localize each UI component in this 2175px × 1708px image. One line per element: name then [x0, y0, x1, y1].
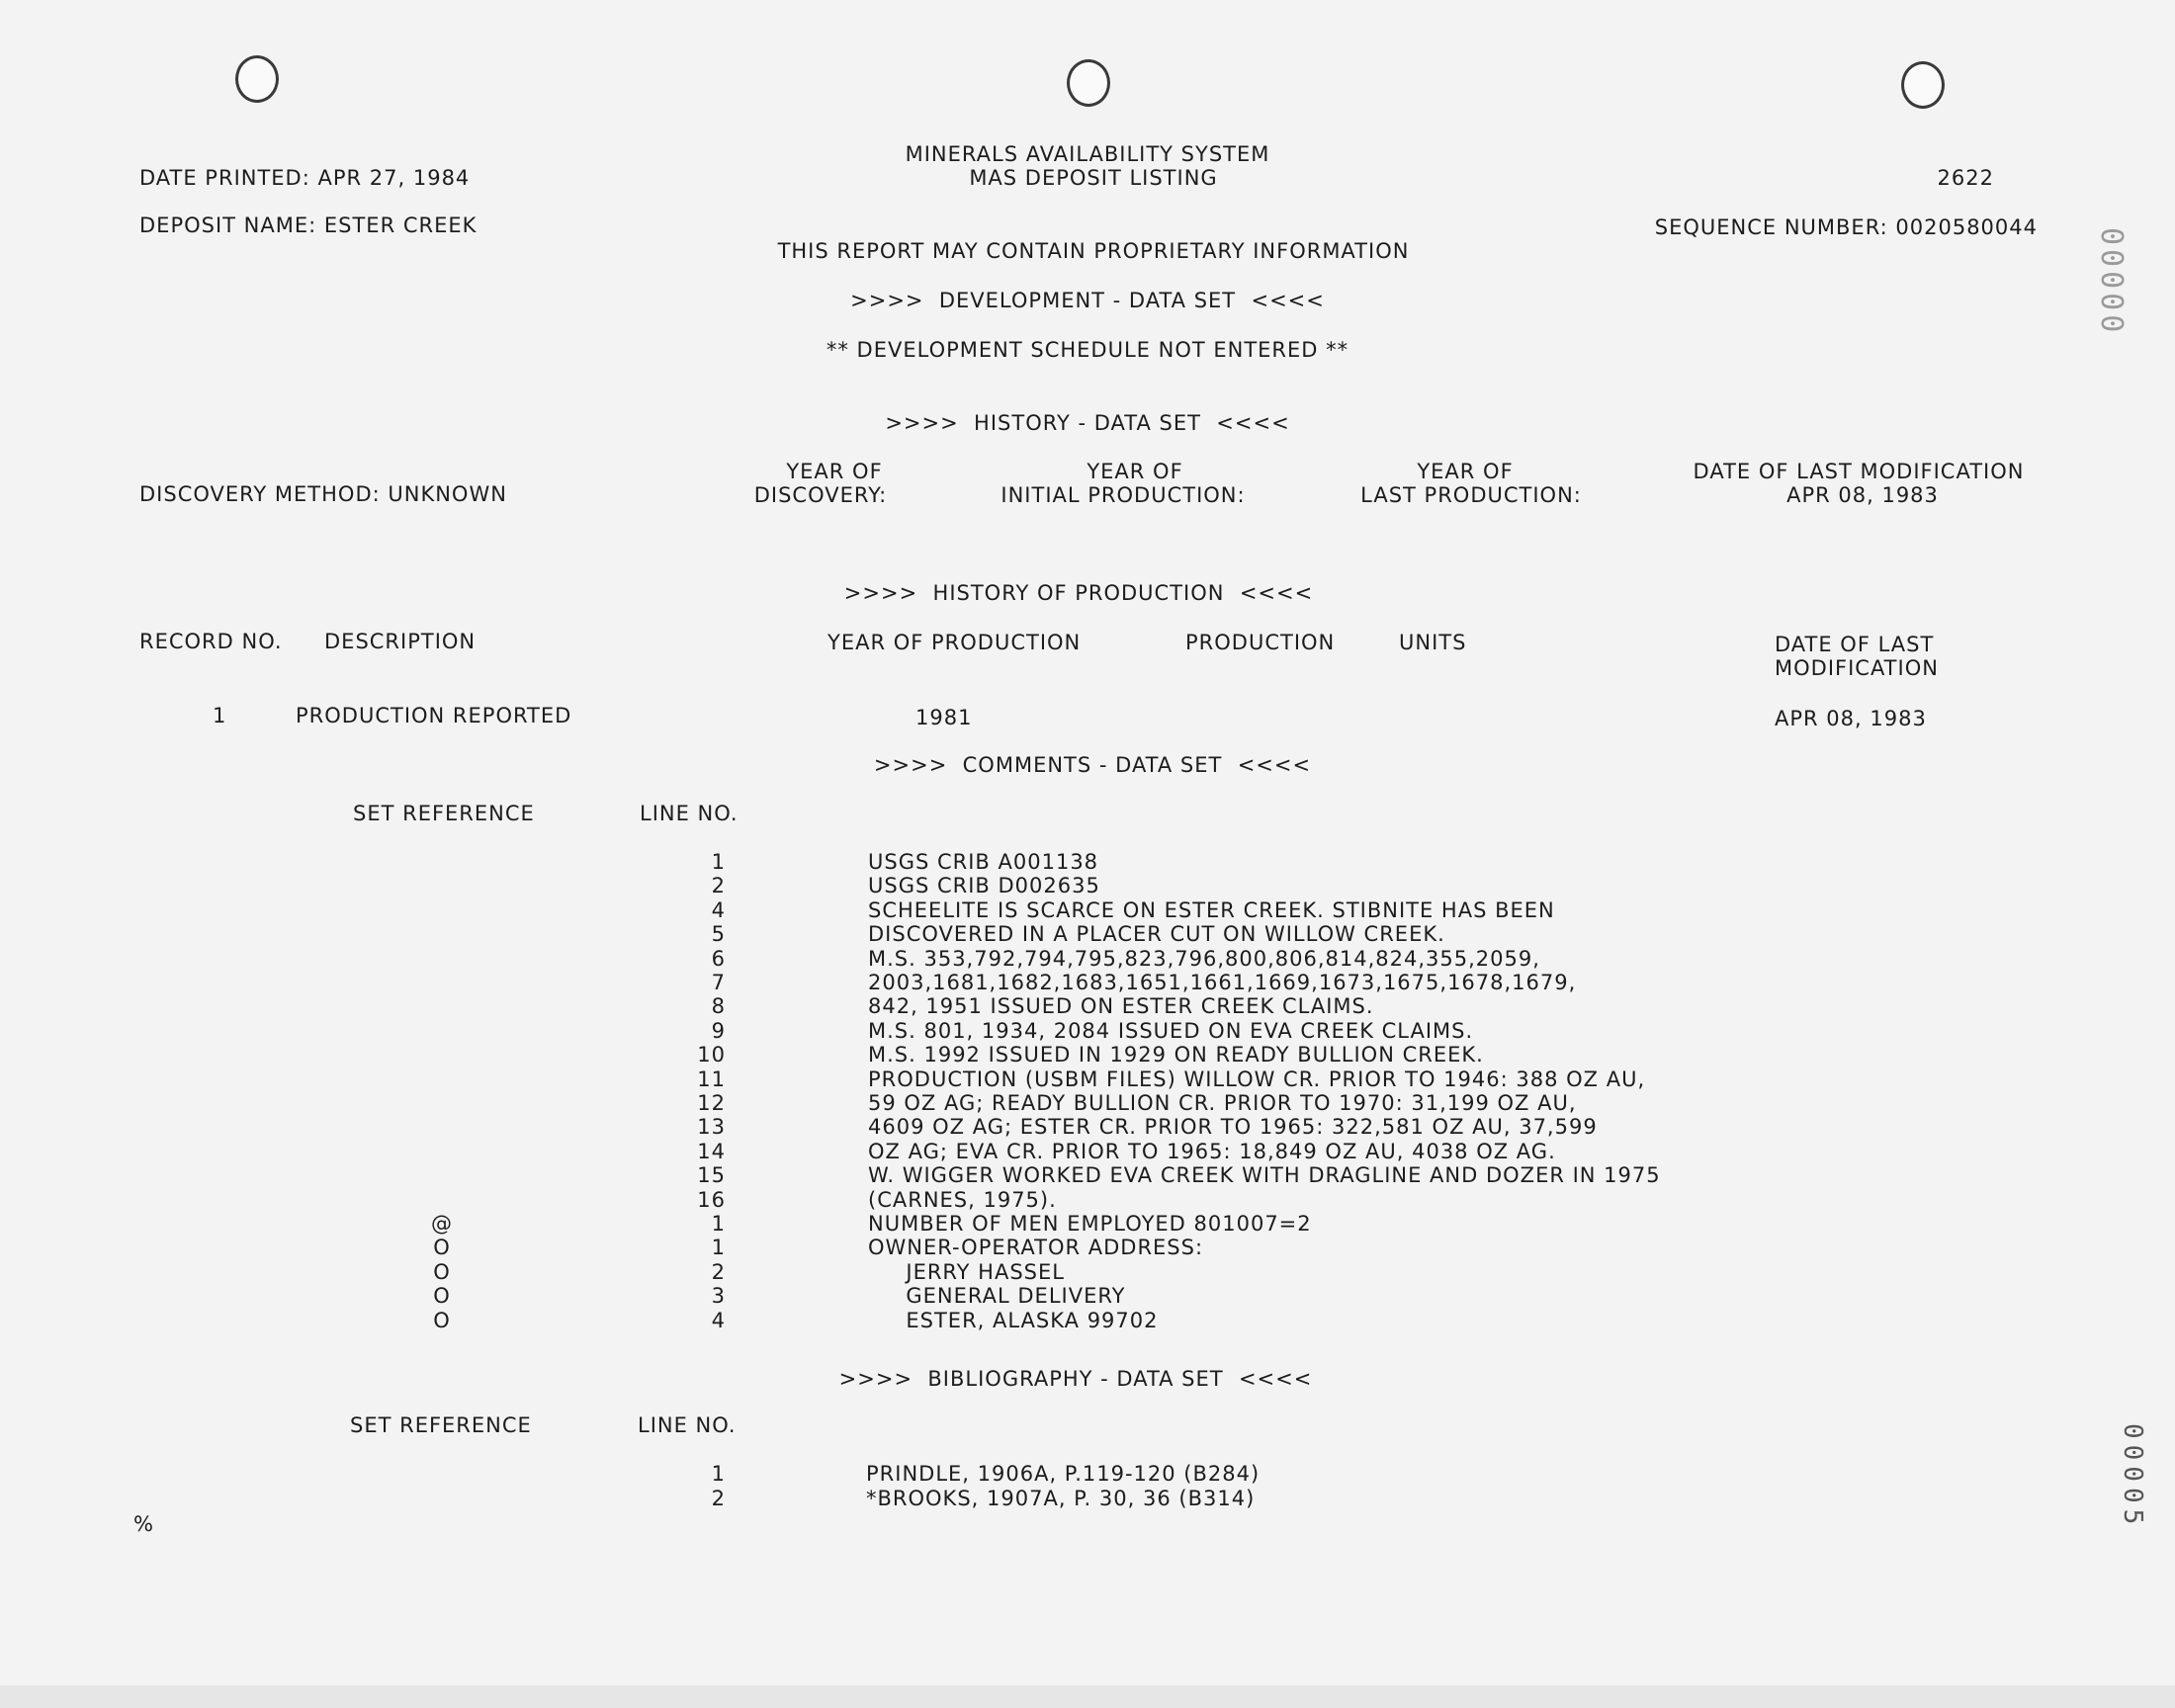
- comment-line-no: 15: [697, 1163, 726, 1187]
- comment-line-no: 4: [711, 1309, 726, 1332]
- discovery-method: DISCOVERY METHOD: UNKNOWN: [139, 482, 507, 506]
- comment-line-no: 9: [711, 1019, 726, 1043]
- comment-line-no: 10: [697, 1043, 726, 1067]
- bibliography-line-no: 2: [711, 1487, 726, 1510]
- comment-text: USGS CRIB A001138: [868, 850, 1099, 874]
- comment-line-no: 8: [711, 994, 726, 1018]
- comment-set-reference: O: [433, 1309, 451, 1332]
- date-printed: DATE PRINTED: APR 27, 1984: [139, 166, 471, 190]
- comment-text: 2003,1681,1682,1683,1651,1661,1669,1673,1675,1678,1679,: [868, 971, 1577, 994]
- production-year: 1981: [915, 706, 973, 729]
- comment-text: M.S. 1992 ISSUED IN 1929 ON READY BULLION CREEK.: [868, 1043, 1484, 1067]
- last-production-label-1: YEAR OF: [1417, 460, 1514, 483]
- comment-text: NUMBER OF MEN EMPLOYED 801007=2: [868, 1212, 1312, 1236]
- comment-line-no: 2: [711, 874, 726, 897]
- punch-hole-right: [1901, 61, 1945, 109]
- comment-line-no: 5: [711, 922, 726, 946]
- page-number: 2622: [1937, 166, 1994, 190]
- comment-line-no: 6: [711, 947, 726, 971]
- scan-bottom-edge: [0, 1685, 2175, 1708]
- comment-line-no: 1: [711, 850, 726, 874]
- bibliography-col-line-no: LINE NO.: [638, 1413, 737, 1437]
- development-note: ** DEVELOPMENT SCHEDULE NOT ENTERED **: [826, 338, 1349, 362]
- comment-set-reference: O: [433, 1260, 451, 1284]
- comment-text: USGS CRIB D002635: [868, 874, 1100, 897]
- year-of-discovery-label-2: DISCOVERY:: [753, 483, 888, 507]
- comment-text: M.S. 801, 1934, 2084 ISSUED ON EVA CREEK CLAIMS.: [868, 1019, 1474, 1043]
- comment-set-reference: O: [433, 1284, 451, 1308]
- history-section-title: >>>> HISTORY - DATA SET <<<<: [885, 411, 1290, 435]
- last-modification-label: DATE OF LAST MODIFICATION: [1693, 460, 2025, 483]
- comment-text: (CARNES, 1975).: [868, 1188, 1057, 1212]
- comment-line-no: 12: [697, 1091, 726, 1115]
- comment-text: OZ AG; EVA CR. PRIOR TO 1965: 18,849 OZ AU, 4038 OZ AG.: [868, 1140, 1556, 1163]
- comment-set-reference: @: [431, 1212, 453, 1236]
- production-record-no: 1: [213, 704, 227, 727]
- proprietary-notice: THIS REPORT MAY CONTAIN PROPRIETARY INFORMATION: [777, 239, 1410, 263]
- comment-line-no: 11: [697, 1068, 726, 1091]
- initial-production-label-1: YEAR OF: [1087, 460, 1183, 483]
- comment-line-no: 2: [711, 1260, 726, 1284]
- comment-line-no: 13: [697, 1115, 726, 1139]
- comments-section-title: >>>> COMMENTS - DATA SET <<<<: [873, 753, 1312, 777]
- bibliography-line-no: 1: [711, 1462, 726, 1486]
- punch-hole-left: [235, 55, 279, 103]
- comment-line-no: 14: [697, 1140, 726, 1163]
- col-record-no: RECORD NO.: [139, 630, 283, 653]
- year-of-discovery-label-1: YEAR OF: [786, 460, 883, 483]
- comment-text: GENERAL DELIVERY: [868, 1284, 1126, 1308]
- initial-production-label-2: INITIAL PRODUCTION:: [1000, 483, 1246, 507]
- col-year-of-production: YEAR OF PRODUCTION: [827, 631, 1082, 654]
- comment-text: 59 OZ AG; READY BULLION CR. PRIOR TO 1970: 31,199 OZ AU,: [868, 1091, 1577, 1115]
- punch-hole-center: [1067, 59, 1110, 107]
- production-description: PRODUCTION REPORTED: [296, 704, 572, 727]
- col-production: PRODUCTION: [1185, 631, 1336, 654]
- comment-text: OWNER-OPERATOR ADDRESS:: [868, 1236, 1204, 1259]
- last-modification-date: APR 08, 1983: [1786, 483, 1939, 507]
- col-description: DESCRIPTION: [324, 630, 477, 653]
- comment-text: JERRY HASSEL: [868, 1260, 1065, 1284]
- comment-line-no: 1: [711, 1236, 726, 1259]
- bibliography-col-set-reference: SET REFERENCE: [350, 1413, 532, 1437]
- comment-text: SCHEELITE IS SCARCE ON ESTER CREEK. STIBNITE HAS BEEN: [868, 898, 1555, 922]
- comment-line-no: 7: [711, 971, 726, 994]
- comment-set-reference: O: [433, 1236, 451, 1259]
- sequence-number: SEQUENCE NUMBER: 0020580044: [1654, 215, 2038, 239]
- comment-text: W. WIGGER WORKED EVA CREEK WITH DRAGLINE AND DOZER IN 1975: [868, 1163, 1661, 1187]
- col-date-of-last-1: DATE OF LAST: [1775, 633, 1935, 656]
- margin-stamp-mark: 00000: [2094, 227, 2129, 337]
- listing-title: MAS DEPOSIT LISTING: [969, 166, 1218, 190]
- comment-line-no: 3: [711, 1284, 726, 1308]
- comment-text: ESTER, ALASKA 99702: [868, 1309, 1159, 1332]
- col-date-of-last-2: MODIFICATION: [1775, 656, 1939, 680]
- comment-line-no: 16: [697, 1188, 726, 1212]
- col-units: UNITS: [1399, 631, 1467, 654]
- bibliography-section-title: >>>> BIBLIOGRAPHY - DATA SET <<<<: [838, 1367, 1313, 1391]
- percent-mark: %: [133, 1512, 154, 1536]
- bibliography-entry: PRINDLE, 1906A, P.119-120 (B284): [866, 1462, 1261, 1486]
- comments-col-line-no: LINE NO.: [640, 802, 739, 825]
- bibliography-entry: *BROOKS, 1907A, P. 30, 36 (B314): [866, 1487, 1256, 1510]
- margin-handwritten-mark: 00005: [2118, 1423, 2147, 1531]
- comment-text: DISCOVERED IN A PLACER CUT ON WILLOW CREEK.: [868, 922, 1445, 946]
- system-title: MINERALS AVAILABILITY SYSTEM: [905, 142, 1270, 166]
- comment-text: 4609 OZ AG; ESTER CR. PRIOR TO 1965: 322,581 OZ AU, 37,599: [868, 1115, 1598, 1139]
- comment-text: PRODUCTION (USBM FILES) WILLOW CR. PRIOR TO 1946: 388 OZ AU,: [868, 1068, 1646, 1091]
- production-section-title: >>>> HISTORY OF PRODUCTION <<<<: [843, 581, 1314, 605]
- last-production-label-2: LAST PRODUCTION:: [1360, 483, 1582, 507]
- comments-col-set-reference: SET REFERENCE: [353, 802, 535, 825]
- comment-line-no: 4: [711, 898, 726, 922]
- development-section-title: >>>> DEVELOPMENT - DATA SET <<<<: [850, 289, 1325, 312]
- comment-text: M.S. 353,792,794,795,823,796,800,806,814,824,355,2059,: [868, 947, 1540, 971]
- comment-text: 842, 1951 ISSUED ON ESTER CREEK CLAIMS.: [868, 994, 1374, 1018]
- production-modified-date: APR 08, 1983: [1775, 707, 1927, 730]
- deposit-name: DEPOSIT NAME: ESTER CREEK: [139, 214, 478, 237]
- comment-line-no: 1: [711, 1212, 726, 1236]
